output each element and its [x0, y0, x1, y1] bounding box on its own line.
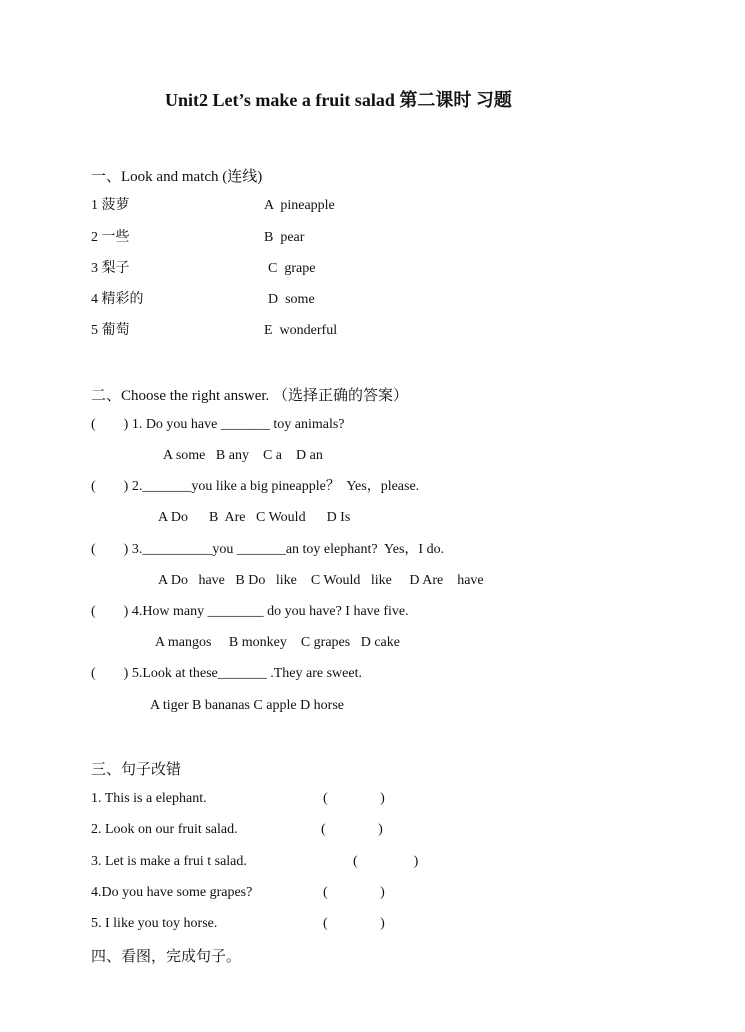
question-line: ( ) 5.Look at these_______ .They are sweet. [91, 666, 362, 681]
answer-options: A tiger B bananas C apple D horse [150, 698, 345, 713]
answer-options: A Do have B Do like C Would like D Are have [158, 573, 484, 588]
match-left-item: 3 梨子 [91, 261, 130, 276]
match-left-item: 4 精彩的 [91, 292, 144, 307]
question-line: ( ) 4.How many ________ do you have? I have five. [91, 604, 409, 619]
section1-heading: 一、Look and match (连线) [91, 169, 263, 185]
question-line: ( ) 2._______you like a big pineapple？ Yes，please. [91, 479, 420, 494]
section4-heading: 四、看图，完成句子。 [91, 949, 242, 965]
answer-options: A some B any C a D an [163, 448, 323, 463]
correction-paren: ( ) [323, 885, 385, 900]
section3-heading: 三、句子改错 [91, 762, 182, 778]
correction-paren: ( ) [353, 854, 419, 869]
question-line: ( ) 3.__________you _______an toy elephant? Yes，I do. [91, 542, 445, 557]
correction-sentence: 5. I like you toy horse. [91, 916, 218, 931]
match-left-item: 2 一些 [91, 230, 130, 245]
correction-paren: ( ) [323, 791, 385, 806]
match-right-item: A pineapple [264, 198, 335, 213]
match-right-item: C grape [268, 261, 316, 276]
correction-paren: ( ) [321, 822, 383, 837]
answer-options: A mangos B monkey C grapes D cake [155, 635, 400, 650]
match-right-item: E wonderful [264, 323, 338, 338]
correction-sentence: 3. Let is make a frui t salad. [91, 854, 247, 869]
correction-sentence: 4.Do you have some grapes? [91, 885, 253, 900]
section2-heading: 二、Choose the right answer. （选择正确的答案） [91, 388, 409, 404]
match-left-item: 1 菠萝 [91, 198, 130, 213]
match-left-item: 5 葡萄 [91, 323, 130, 338]
page-title: Unit2 Let’s make a fruit salad 第二课时 习题 [165, 90, 512, 110]
correction-sentence: 1. This is a elephant. [91, 791, 207, 806]
match-right-item: D some [268, 292, 315, 307]
question-line: ( ) 1. Do you have _______ toy animals? [91, 417, 345, 432]
correction-paren: ( ) [323, 916, 385, 931]
correction-sentence: 2. Look on our fruit salad. [91, 822, 238, 837]
match-right-item: B pear [264, 230, 305, 245]
answer-options: A Do B Are C Would D Is [158, 510, 351, 525]
